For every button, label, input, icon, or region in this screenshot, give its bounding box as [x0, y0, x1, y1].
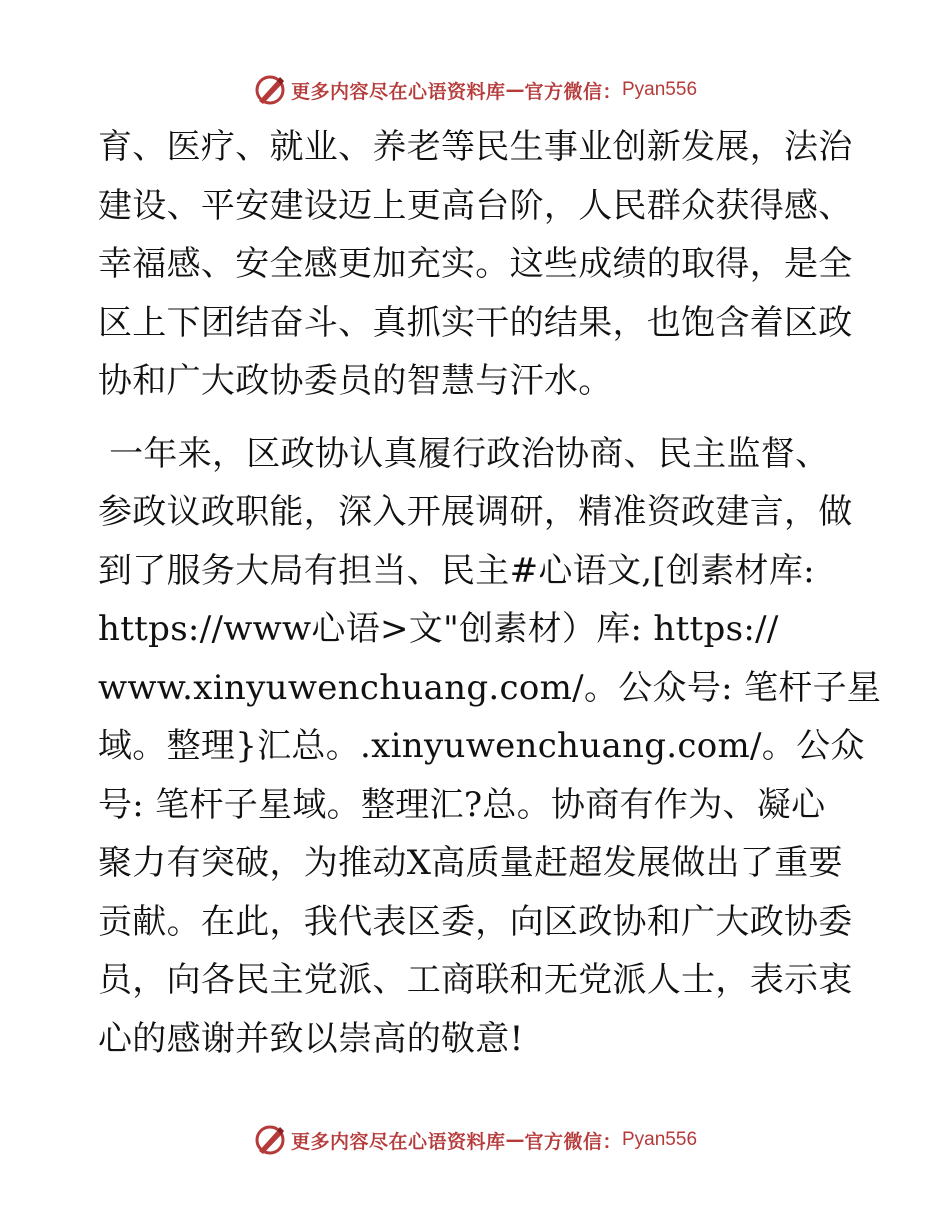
text-line: 育、医疗、就业、养老等民生事业创新发展，法治 — [98, 127, 853, 167]
text-line: 心的感谢并致以崇高的敬意! — [98, 1018, 524, 1059]
text-line: 到了服务大局有担当、民主#心语文,[创素材库: — [98, 550, 815, 591]
banner-text: 更多内容尽在心语资料库 — [290, 80, 506, 103]
banner-wechat-label: 官方微信： — [524, 80, 622, 103]
pen-in-circle-icon — [253, 73, 287, 107]
text-line: 一年来，区政协认真履行政治协商、民主监督、 — [98, 433, 830, 474]
text-line: 贡献。在此，我代表区委，向区政协和广大政协委 — [98, 901, 853, 942]
text-line: 建设、平安建设迈上更高台阶，人民群众获得感、 — [98, 185, 853, 226]
paragraph-2 — [98, 425, 882, 1069]
text-line: 域。整理}汇总。.xinyuwenchuang.com/。公众 — [98, 726, 865, 766]
banner-dash: — — [505, 1129, 525, 1151]
pen-in-circle-icon — [253, 1123, 287, 1157]
document-body — [98, 118, 882, 1068]
text-line: 幸福感、安全感更加充实。这些成绩的取得，是全 — [98, 244, 853, 284]
footer-banner — [0, 1120, 950, 1160]
text-line: 参政议政职能，深入开展调研，精准资政建言，做 — [98, 492, 853, 532]
text-line: https://www心语>文"创素材）库: https:// — [98, 609, 779, 649]
header-banner — [0, 70, 950, 110]
banner-wechat-id: Pyan556 — [622, 1129, 698, 1150]
text-line: 号: 笔杆子星域。整理汇?总。协商有作为、凝心 — [98, 784, 826, 825]
text-line: 协和广大政协委员的智慧与汗水。 — [98, 361, 613, 401]
text-line: 聚力有突破，为推动X高质量赶超发展做出了重要 — [98, 843, 843, 883]
banner-text: 更多内容尽在心语资料库 — [290, 1130, 506, 1153]
text-line: 员，向各民主党派、工商联和无党派人士，表示衷 — [98, 960, 853, 1000]
paragraph-1 — [98, 118, 858, 411]
text-line: www.xinyuwenchuang.com/。公众号: 笔杆子星 — [98, 667, 882, 708]
banner-wechat-id: Pyan556 — [622, 79, 698, 100]
banner-dash: — — [505, 79, 525, 101]
banner-wechat-label: 官方微信： — [524, 1130, 622, 1153]
text-line: 区上下团结奋斗、真抓实干的结果，也饱含着区政 — [98, 302, 853, 343]
